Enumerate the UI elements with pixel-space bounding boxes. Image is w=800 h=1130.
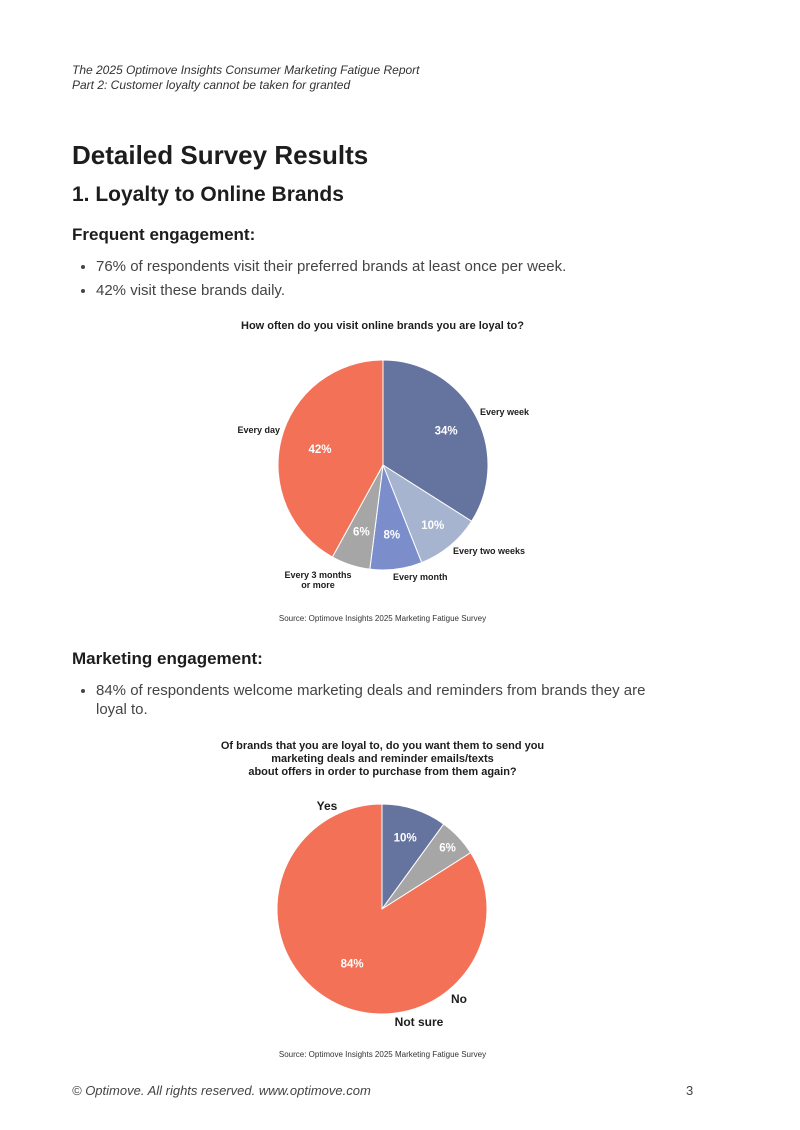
chart-title-line: Of brands that you are loyal to, do you want them to send you bbox=[220, 740, 545, 752]
data-label: 6% bbox=[353, 526, 370, 539]
legend-label-every-day: Every day bbox=[237, 425, 280, 435]
legend-label-every-two-weeks: Every two weeks bbox=[453, 546, 526, 556]
legend-label-every-week: Every week bbox=[480, 407, 530, 417]
marketing-engagement-list bbox=[78, 681, 656, 724]
marketing-consent-pie-chart bbox=[180, 790, 585, 1040]
legend-label-every-month: Every month bbox=[393, 572, 448, 582]
report-header bbox=[72, 63, 420, 93]
page-number: 3 bbox=[686, 1083, 694, 1098]
chart-title bbox=[180, 740, 585, 779]
frequent-engagement-list bbox=[78, 257, 656, 305]
legend-label-no: No bbox=[451, 992, 467, 1006]
page-title: Detailed Survey Results bbox=[72, 140, 369, 170]
chart-title: How often do you visit online brands you are loyal to? bbox=[241, 320, 524, 332]
frequent-engagement-heading: Frequent engagement: bbox=[72, 225, 256, 244]
legend-label-every-3-months-or-more: Every 3 months or more bbox=[284, 570, 352, 590]
data-label: 34% bbox=[434, 425, 458, 438]
chart-title-line: marketing deals and reminder emails/texts bbox=[271, 753, 494, 765]
data-label: 84% bbox=[340, 958, 364, 971]
data-label: 42% bbox=[308, 443, 332, 456]
section-title: 1. Loyalty to Online Brands bbox=[72, 183, 344, 206]
list-item: • 42% visit these brands daily. bbox=[96, 281, 656, 300]
data-label: 10% bbox=[393, 832, 417, 845]
data-label: 6% bbox=[439, 842, 456, 855]
data-label: 10% bbox=[421, 520, 445, 533]
list-item: • 84% of respondents welcome marketing deals and reminders from brands they are loyal to. bbox=[96, 681, 656, 719]
list-item: • 76% of respondents visit their preferred brands at least once per week. bbox=[96, 257, 656, 276]
legend-label-yes: Yes bbox=[316, 799, 338, 813]
chart-title-line: about offers in order to purchase from them again? bbox=[248, 766, 517, 778]
marketing-engagement-heading: Marketing engagement: bbox=[72, 649, 263, 668]
chart-source: Source: Optimove Insights 2025 Marketing Fatigue Survey bbox=[278, 1050, 487, 1059]
report-title-line: The 2025 Optimove Insights Consumer Marketing Fatigue Report bbox=[72, 63, 420, 77]
legend-label-not-sure: Not sure bbox=[394, 1015, 444, 1029]
report-part-line: Part 2: Customer loyalty cannot be taken for granted bbox=[72, 78, 351, 92]
visit-frequency-pie-chart bbox=[180, 345, 585, 605]
footer-copyright: © Optimove. All rights reserved. www.optimove.com bbox=[72, 1083, 371, 1098]
data-label: 8% bbox=[383, 529, 401, 542]
chart-source: Source: Optimove Insights 2025 Marketing Fatigue Survey bbox=[278, 614, 487, 623]
